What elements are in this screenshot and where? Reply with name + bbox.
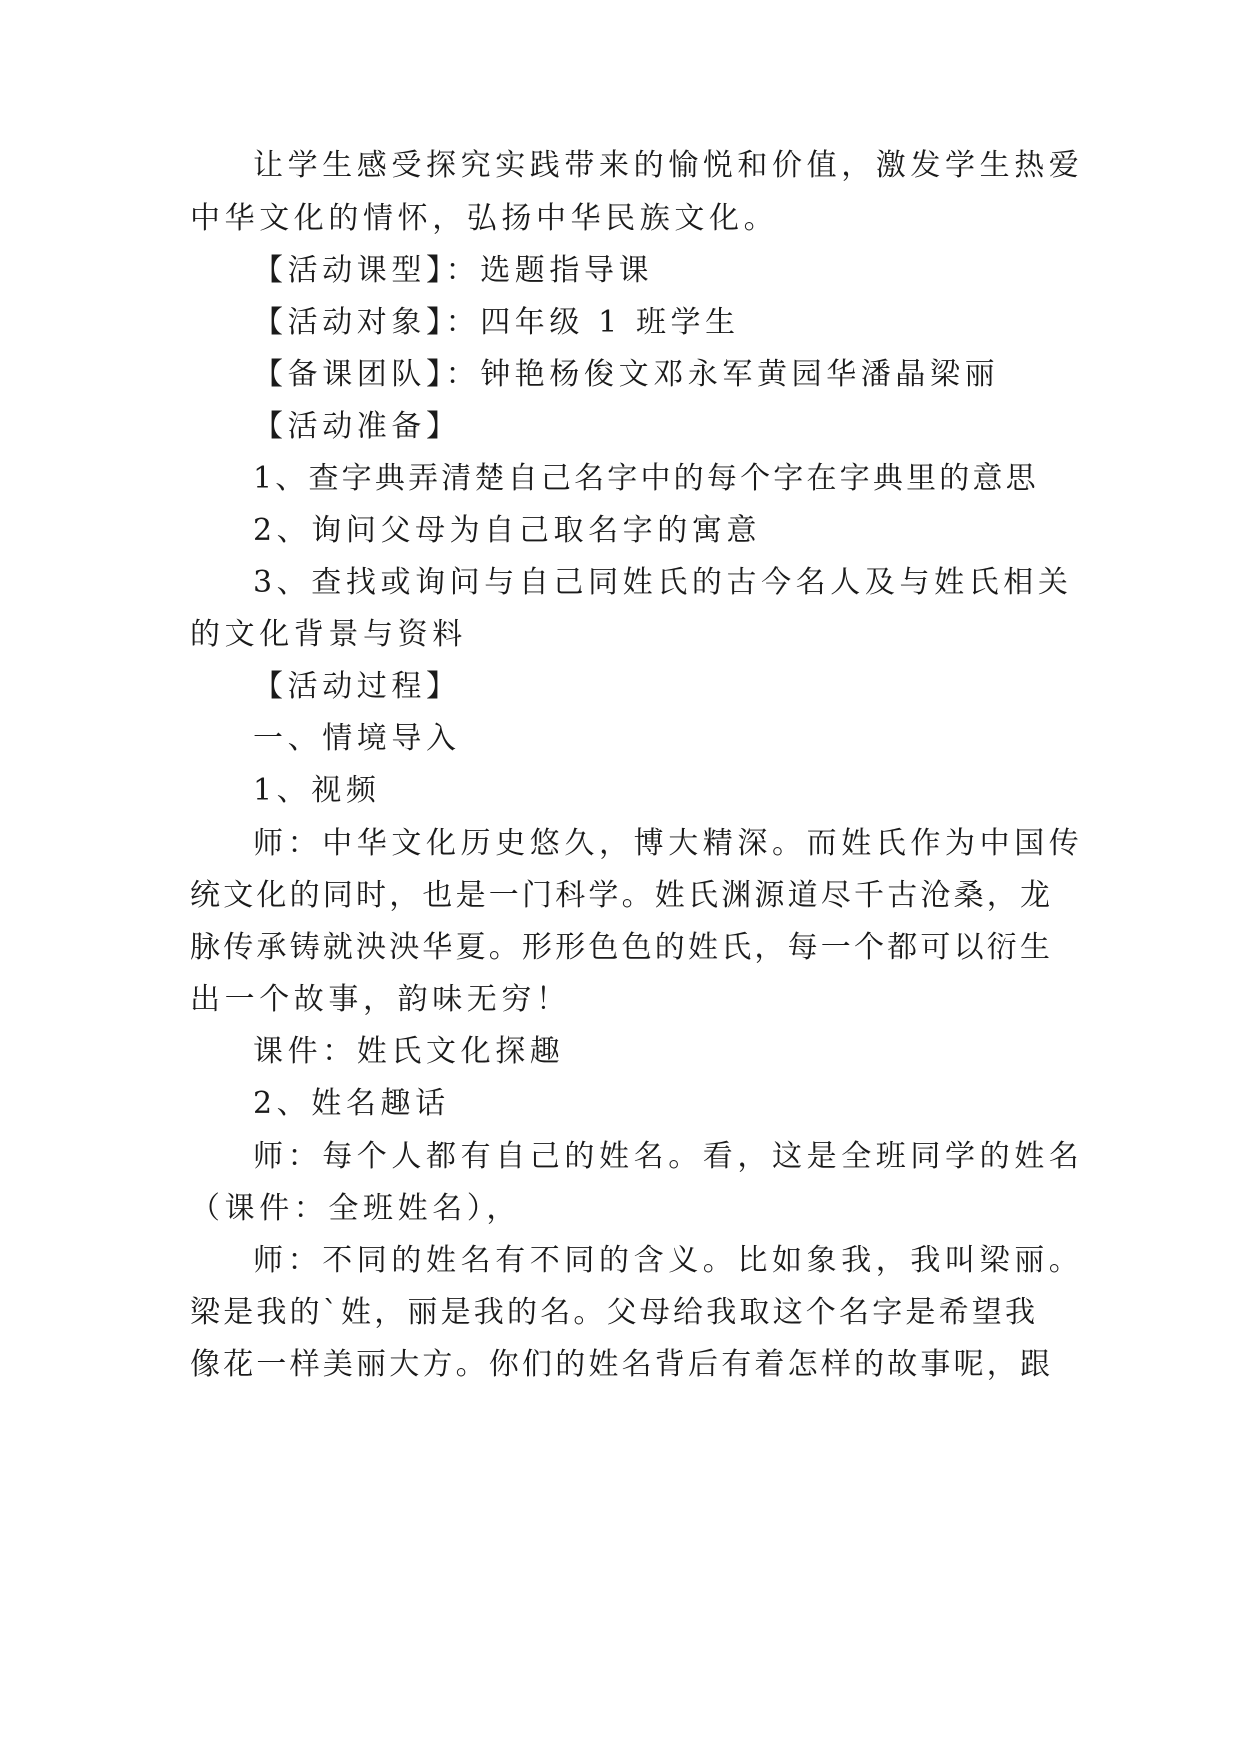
section-heading-activity-target: 【活动对象】：四年级 1 班学生 [253, 305, 740, 340]
list-item: 1、视频 [253, 773, 381, 808]
paragraph-line: 梁是我的`姓，丽是我的名。父母给我取这个名字是希望我 [190, 1295, 1039, 1330]
section-heading-prep-team: 【备课团队】：钟艳杨俊文邓永军黄园华潘晶梁丽 [253, 357, 1000, 392]
list-item: 2、姓名趣话 [253, 1086, 450, 1121]
paragraph-line: 的文化背景与资料 [190, 617, 467, 652]
list-item: 1、查字典弄清楚自己名字中的每个字在字典里的意思 [253, 461, 1039, 496]
paragraph-line: 中华文化的情怀，弘扬中华民族文化。 [190, 201, 779, 236]
section-heading-activity-type: 【活动课型】：选题指导课 [253, 253, 654, 288]
section-heading-activity-prep: 【活动准备】 [253, 409, 461, 444]
paragraph-line: （课件：全班姓名）， [190, 1191, 521, 1226]
paragraph-line: 像花一样美丽大方。你们的姓名背后有着怎样的故事呢，跟 [190, 1347, 1054, 1382]
list-item: 2、询问父母为自己取名字的寓意 [253, 513, 762, 548]
paragraph-line: 课件：姓氏文化探趣 [253, 1034, 565, 1069]
paragraph-line: 出一个故事，韵味无穷！ [190, 982, 571, 1017]
list-item: 3、查找或询问与自己同姓氏的古今名人及与姓氏相关 [253, 565, 1073, 600]
paragraph-line: 脉传承铸就泱泱华夏。形形色色的姓氏，每一个都可以衍生 [190, 930, 1054, 965]
paragraph-line: 师：每个人都有自己的姓名。看，这是全班同学的姓名 [253, 1139, 1084, 1174]
section-heading-activity-process: 【活动过程】 [253, 669, 461, 704]
paragraph-line: 师：不同的姓名有不同的含义。比如象我，我叫梁丽。 [253, 1243, 1084, 1278]
paragraph-line: 师：中华文化历史悠久，博大精深。而姓氏作为中国传 [253, 826, 1084, 861]
paragraph-line: 让学生感受探究实践带来的愉悦和价值，激发学生热爱 [253, 148, 1084, 183]
paragraph-line: 统文化的同时，也是一门科学。姓氏渊源道尽千古沧桑，龙 [190, 878, 1054, 913]
subsection-heading: 一、情境导入 [253, 721, 461, 756]
